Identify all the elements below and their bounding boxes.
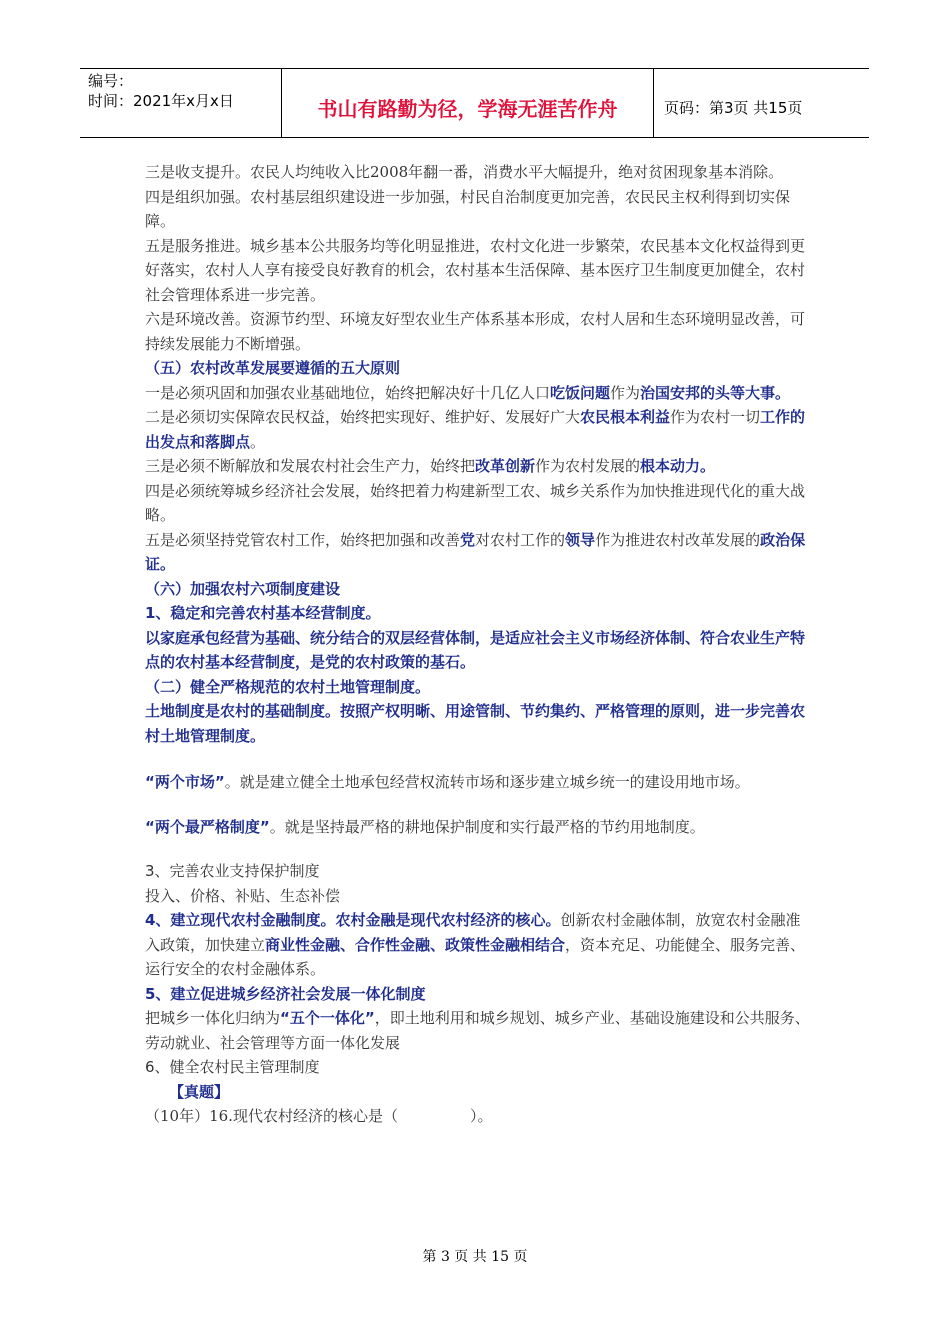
exam-question-end: ）。 xyxy=(469,1107,493,1125)
system-1-text: 以家庭承包经营为基础、统分结合的双层经营体制，是适应社会主义市场经济体制、符合农业生产特点的农村基本经营制度，是党的农村政策的基石。 xyxy=(145,628,806,671)
document-body xyxy=(145,160,815,1129)
two-markets-term: “两个市场” xyxy=(145,773,225,791)
system-5-text-b: ，即土地利用和城乡规划、城乡产业、基础设施建设和公共服务、劳动就业、社会管理等方面一体化发展 xyxy=(145,1009,810,1052)
spacer xyxy=(145,795,815,815)
heading-five-principles: （五）农村改革发展要遵循的五大原则 xyxy=(145,359,401,377)
principle-5 xyxy=(145,528,815,577)
principle-2-end: 。 xyxy=(250,432,266,451)
exam-label: 【真题】 xyxy=(169,1082,230,1101)
principle-3-emph-b: 根本动力。 xyxy=(640,457,716,475)
heading-six-systems: （六）加强农村六项制度建设 xyxy=(145,579,341,598)
principle-5-emph-a: 党 xyxy=(460,530,476,549)
exam-question-text: （10年）16.现代农村经济的核心是（ xyxy=(145,1107,398,1125)
system-3-text: 投入、价格、补贴、生态补偿 xyxy=(145,886,341,905)
principle-5-text-c: 作为推进农村改革发展的 xyxy=(595,530,761,549)
principle-5-text: 五是必须坚持党管农村工作，始终把加强和改善 xyxy=(145,530,461,549)
two-strict-systems-text: 。就是坚持最严格的耕地保护制度和实行最严格的节约用地制度。 xyxy=(269,817,705,836)
two-strict-systems-term: “两个最严格制度” xyxy=(145,817,270,836)
paragraph-organization: 四是组织加强。农村基层组织建设进一步加强，村民自治制度更加完善，农民民主权利得到切实保障。 xyxy=(145,187,791,230)
paragraph-environment: 六是环境改善。资源节约型、环境友好型农业生产体系基本形成，农村人居和生态环境明显改善，可持续发展能力不断增强。 xyxy=(145,310,806,353)
principle-2-text-b: 作为农村一切 xyxy=(670,408,761,426)
paragraph-income: 三是收支提升。农民人均纯收入比2008年翻一番，消费水平大幅提升，绝对贫困现象基本消除。 xyxy=(145,163,784,181)
principle-3-text: 三是必须不断解放和发展农村社会生产力，始终把 xyxy=(145,457,476,475)
spacer xyxy=(145,748,815,770)
principle-1 xyxy=(145,381,815,406)
system-2-heading: （二）健全严格规范的农村土地管理制度。 xyxy=(145,677,431,696)
system-5-heading: 5、建立促进城乡经济社会发展一体化制度 xyxy=(145,984,426,1003)
principle-4: 四是必须统筹城乡经济社会发展，始终把着力构建新型工农、城乡关系作为加快推进现代化的重大战略。 xyxy=(145,481,806,524)
system-5-text-a: 把城乡一体化归纳为 xyxy=(145,1009,281,1027)
system-1-heading: 1、稳定和完善农村基本经营制度。 xyxy=(145,604,381,622)
paragraph-services: 五是服务推进。城乡基本公共服务均等化明显推进，农村文化进一步繁荣，农民基本文化权益得到更好落实，农村人人享有接受良好教育的机会，农村基本生活保障、基本医疗卫生制度更加健全，农村社会管理体系进一步完善。 xyxy=(145,236,806,304)
header-motto: 书山有路勤为径，学海无涯苦作舟 xyxy=(282,69,654,137)
system-5-emph: “五个一体化” xyxy=(280,1009,375,1027)
two-markets-text: 。就是建立健全土地承包经营权流转市场和逐步建立城乡统一的建设用地市场。 xyxy=(224,773,750,791)
system-4-heading: 4、建立现代农村金融制度。农村金融是现代农村经济的核心。 xyxy=(145,911,561,929)
page-footer: 第 3 页 共 15 页 xyxy=(422,1249,528,1265)
two-strict-systems xyxy=(145,815,815,840)
principle-3 xyxy=(145,454,815,479)
principle-5-emph-b: 领导 xyxy=(565,530,596,549)
system-4 xyxy=(145,908,815,982)
principle-1-emph-b: 治国安邦的头等大事。 xyxy=(640,383,791,402)
principle-5-emph-c: 政治保证。 xyxy=(145,530,806,573)
principle-1-emph-a: 吃饭问题 xyxy=(550,383,611,402)
spacer xyxy=(145,839,815,859)
principle-5-text-b: 对农村工作的 xyxy=(475,530,566,549)
principle-2-emph-b: 工作的出发点和落脚点 xyxy=(145,408,806,451)
system-2-text: 土地制度是农村的基础制度。按照产权明晰、用途管制、节约集约、严格管理的原则，进一步完善农村土地管理制度。 xyxy=(145,702,806,745)
system-4-text: 创新农村金融体制，放宽农村金融准入政策，加快建立 xyxy=(145,911,801,954)
principle-3-text-b: 作为农村发展的 xyxy=(535,457,641,475)
system-4-emph: 商业性金融、合作性金融、政策性金融相结合 xyxy=(265,935,566,954)
date-label: 时间：2021年x月x日 xyxy=(88,92,234,110)
principle-2 xyxy=(145,405,815,454)
principle-3-emph-a: 改革创新 xyxy=(475,457,536,475)
header-meta xyxy=(80,69,282,137)
principle-1-text-b: 作为 xyxy=(610,383,641,402)
exam-question xyxy=(145,1104,815,1129)
system-6-heading: 6、健全农村民主管理制度 xyxy=(145,1058,320,1076)
principle-2-emph-a: 农民根本利益 xyxy=(580,408,671,426)
system-3-heading: 3、完善农业支持保护制度 xyxy=(145,862,320,880)
system-5-text xyxy=(145,1006,815,1055)
two-markets xyxy=(145,770,815,795)
system-4-text-b: ，资本充足、功能健全、服务完善、运行安全的农村金融体系。 xyxy=(145,935,806,978)
principle-1-text: 一是必须巩固和加强农业基础地位，始终把解决好十几亿人口 xyxy=(145,383,551,402)
number-label: 编号： xyxy=(88,72,134,90)
page-header xyxy=(80,68,869,138)
header-page-label: 页码：第3页 共15页 xyxy=(664,98,803,117)
principle-2-text: 二是必须切实保障农民权益，始终把实现好、维护好、发展好广大 xyxy=(145,408,581,426)
